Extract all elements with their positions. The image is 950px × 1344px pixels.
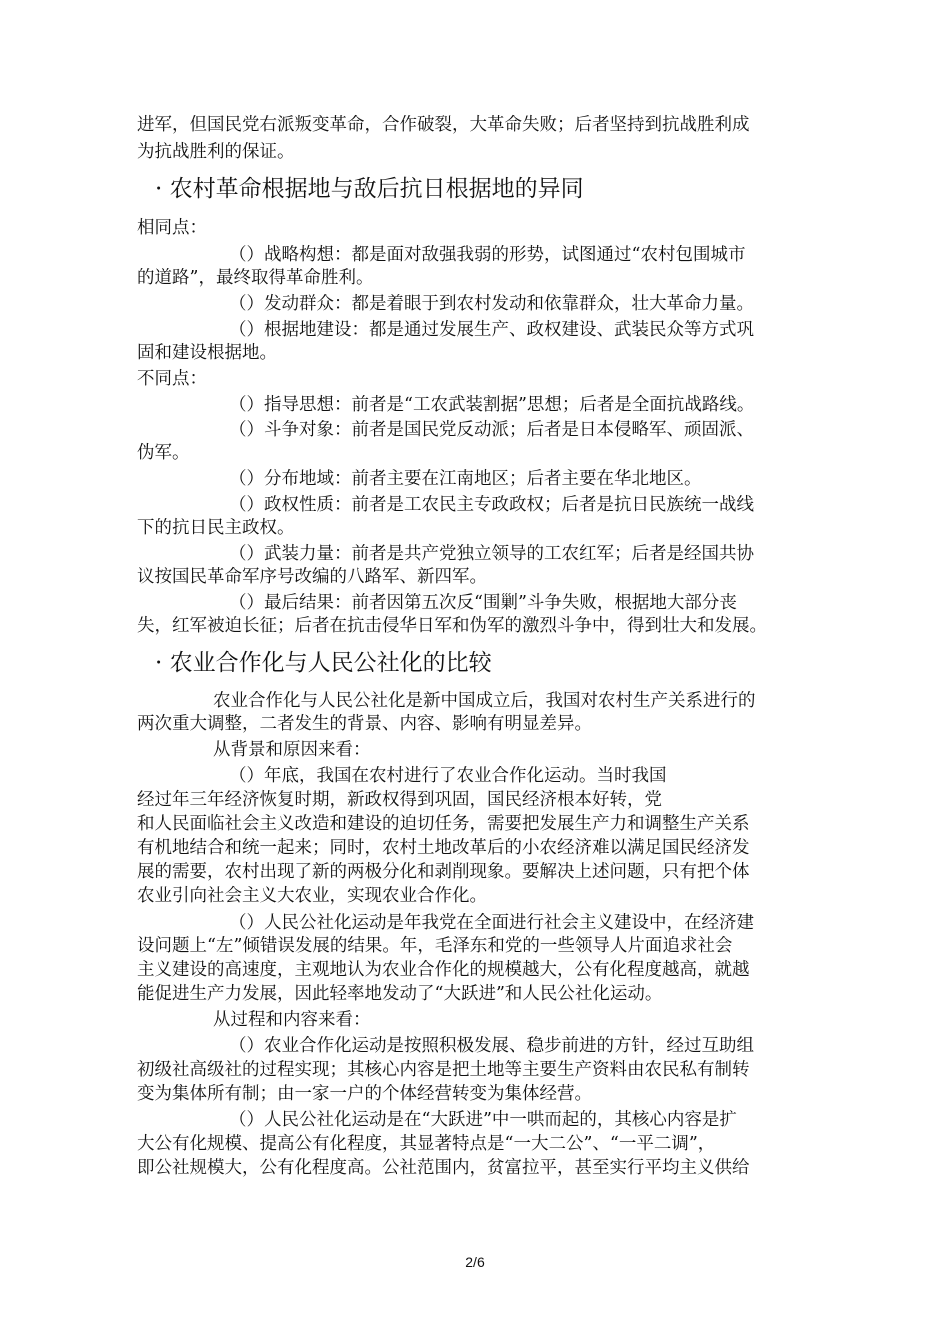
body-text-line: （）武装力量：前者是共产党独立领导的工农红军；后者是经国共协 [229, 544, 754, 564]
body-text-line: 失，红军被迫长征；后者在抗击侵华日军和伪军的激烈斗争中，得到壮大和发展。 [137, 616, 767, 636]
body-text-line: 即公社规模大，公有化程度高。公社范围内，贫富拉平，甚至实行平均主义供给 [137, 1158, 750, 1178]
body-text-line: 农业引向社会主义大农业，实现农业合作化。 [137, 886, 487, 906]
body-text-line: （）战略构想：都是面对敌强我弱的形势，试图通过“农村包围城市 [229, 245, 746, 265]
page-number: 2/6 [465, 1254, 485, 1270]
subheading-differences: 不同点： [137, 369, 207, 389]
body-text-line: 展的需要，农村出现了新的两极分化和剥削现象。要解决上述问题，只有把个体 [137, 862, 750, 882]
subheading-similarities: 相同点： [137, 218, 207, 238]
body-text-line: 下的抗日民主政权。 [137, 518, 295, 538]
section-heading: · 农业合作化与人民公社化的比较 [155, 650, 492, 676]
body-text-line: 主义建设的高速度，主观地认为农业合作化的规模越大，公有化程度越高，就越 [137, 960, 750, 980]
body-text-line: 和人民面临社会主义改造和建设的迫切任务，需要把发展生产力和调整生产关系 [137, 814, 750, 834]
body-text-line: （）年底，我国在农村进行了农业合作化运动。当时我国 [229, 766, 667, 786]
body-text-line: （）发动群众：都是着眼于到农村发动和依靠群众，壮大革命力量。 [229, 294, 754, 314]
body-text-line: （）指导思想：前者是“工农武装割据”思想；后者是全面抗战路线。 [229, 395, 755, 415]
body-text-line: 两次重大调整，二者发生的背景、内容、影响有明显差异。 [137, 714, 592, 734]
body-text-line: （）分布地域：前者主要在江南地区；后者主要在华北地区。 [229, 469, 702, 489]
body-text-line: 议按国民革命军序号改编的八路军、新四军。 [137, 567, 487, 587]
body-text-line: 经过年三年经济恢复时期，新政权得到巩固，国民经济根本好转，党 [137, 790, 662, 810]
body-text-line: （）政权性质：前者是工农民主专政政权；后者是抗日民族统一战线 [229, 495, 754, 515]
body-text-line: 为抗战胜利的保证。 [137, 142, 295, 162]
body-text-line: 伪军。 [137, 443, 190, 463]
body-text-line: 农业合作化与人民公社化是新中国成立后，我国对农村生产关系进行的 [213, 691, 756, 711]
body-text-line: （）人民公社化运动是年我党在全面进行社会主义建设中，在经济建 [229, 913, 754, 933]
body-text-line: 初级社高级社的过程实现；其核心内容是把土地等主要生产资料由农民私有制转 [137, 1060, 750, 1080]
body-text-line: 从过程和内容来看： [213, 1010, 371, 1030]
body-text-line: 固和建设根据地。 [137, 343, 277, 363]
body-text-line: （）农业合作化运动是按照积极发展、稳步前进的方针，经过互助组 [229, 1036, 754, 1056]
body-text-line: 从背景和原因来看： [213, 740, 371, 760]
body-text-line: （）斗争对象：前者是国民党反动派；后者是日本侵略军、顽固派、 [229, 420, 754, 440]
body-text-line: （）根据地建设：都是通过发展生产、政权建设、武装民众等方式巩 [229, 320, 754, 340]
body-text-line: （）最后结果：前者因第五次反“围剿”斗争失败，根据地大部分丧 [229, 593, 737, 613]
body-text-line: （）人民公社化运动是在“大跃进”中一哄而起的，其核心内容是扩 [229, 1110, 737, 1130]
body-text-line: 有机地结合和统一起来；同时，农村土地改革后的小农经济难以满足国民经济发 [137, 838, 750, 858]
body-text-line: 大公有化规模、提高公有化程度，其显著特点是“一大二公”、“一平二调”， [137, 1134, 716, 1154]
body-text-line: 能促进生产力发展，因此轻率地发动了“大跃进”和人民公社化运动。 [137, 984, 663, 1004]
body-text-line: 设问题上“左”倾错误发展的结果。年，毛泽东和党的一些领导人片面追求社会 [137, 936, 733, 956]
body-text-line: 的道路”，最终取得革命胜利。 [137, 268, 374, 288]
section-heading: · 农村革命根据地与敌后抗日根据地的异同 [155, 176, 584, 202]
body-text-line: 变为集体所有制；由一家一户的个体经营转变为集体经营。 [137, 1084, 592, 1104]
body-text-line: 进军，但国民党右派叛变革命，合作破裂，大革命失败；后者坚持到抗战胜利成 [137, 115, 750, 135]
